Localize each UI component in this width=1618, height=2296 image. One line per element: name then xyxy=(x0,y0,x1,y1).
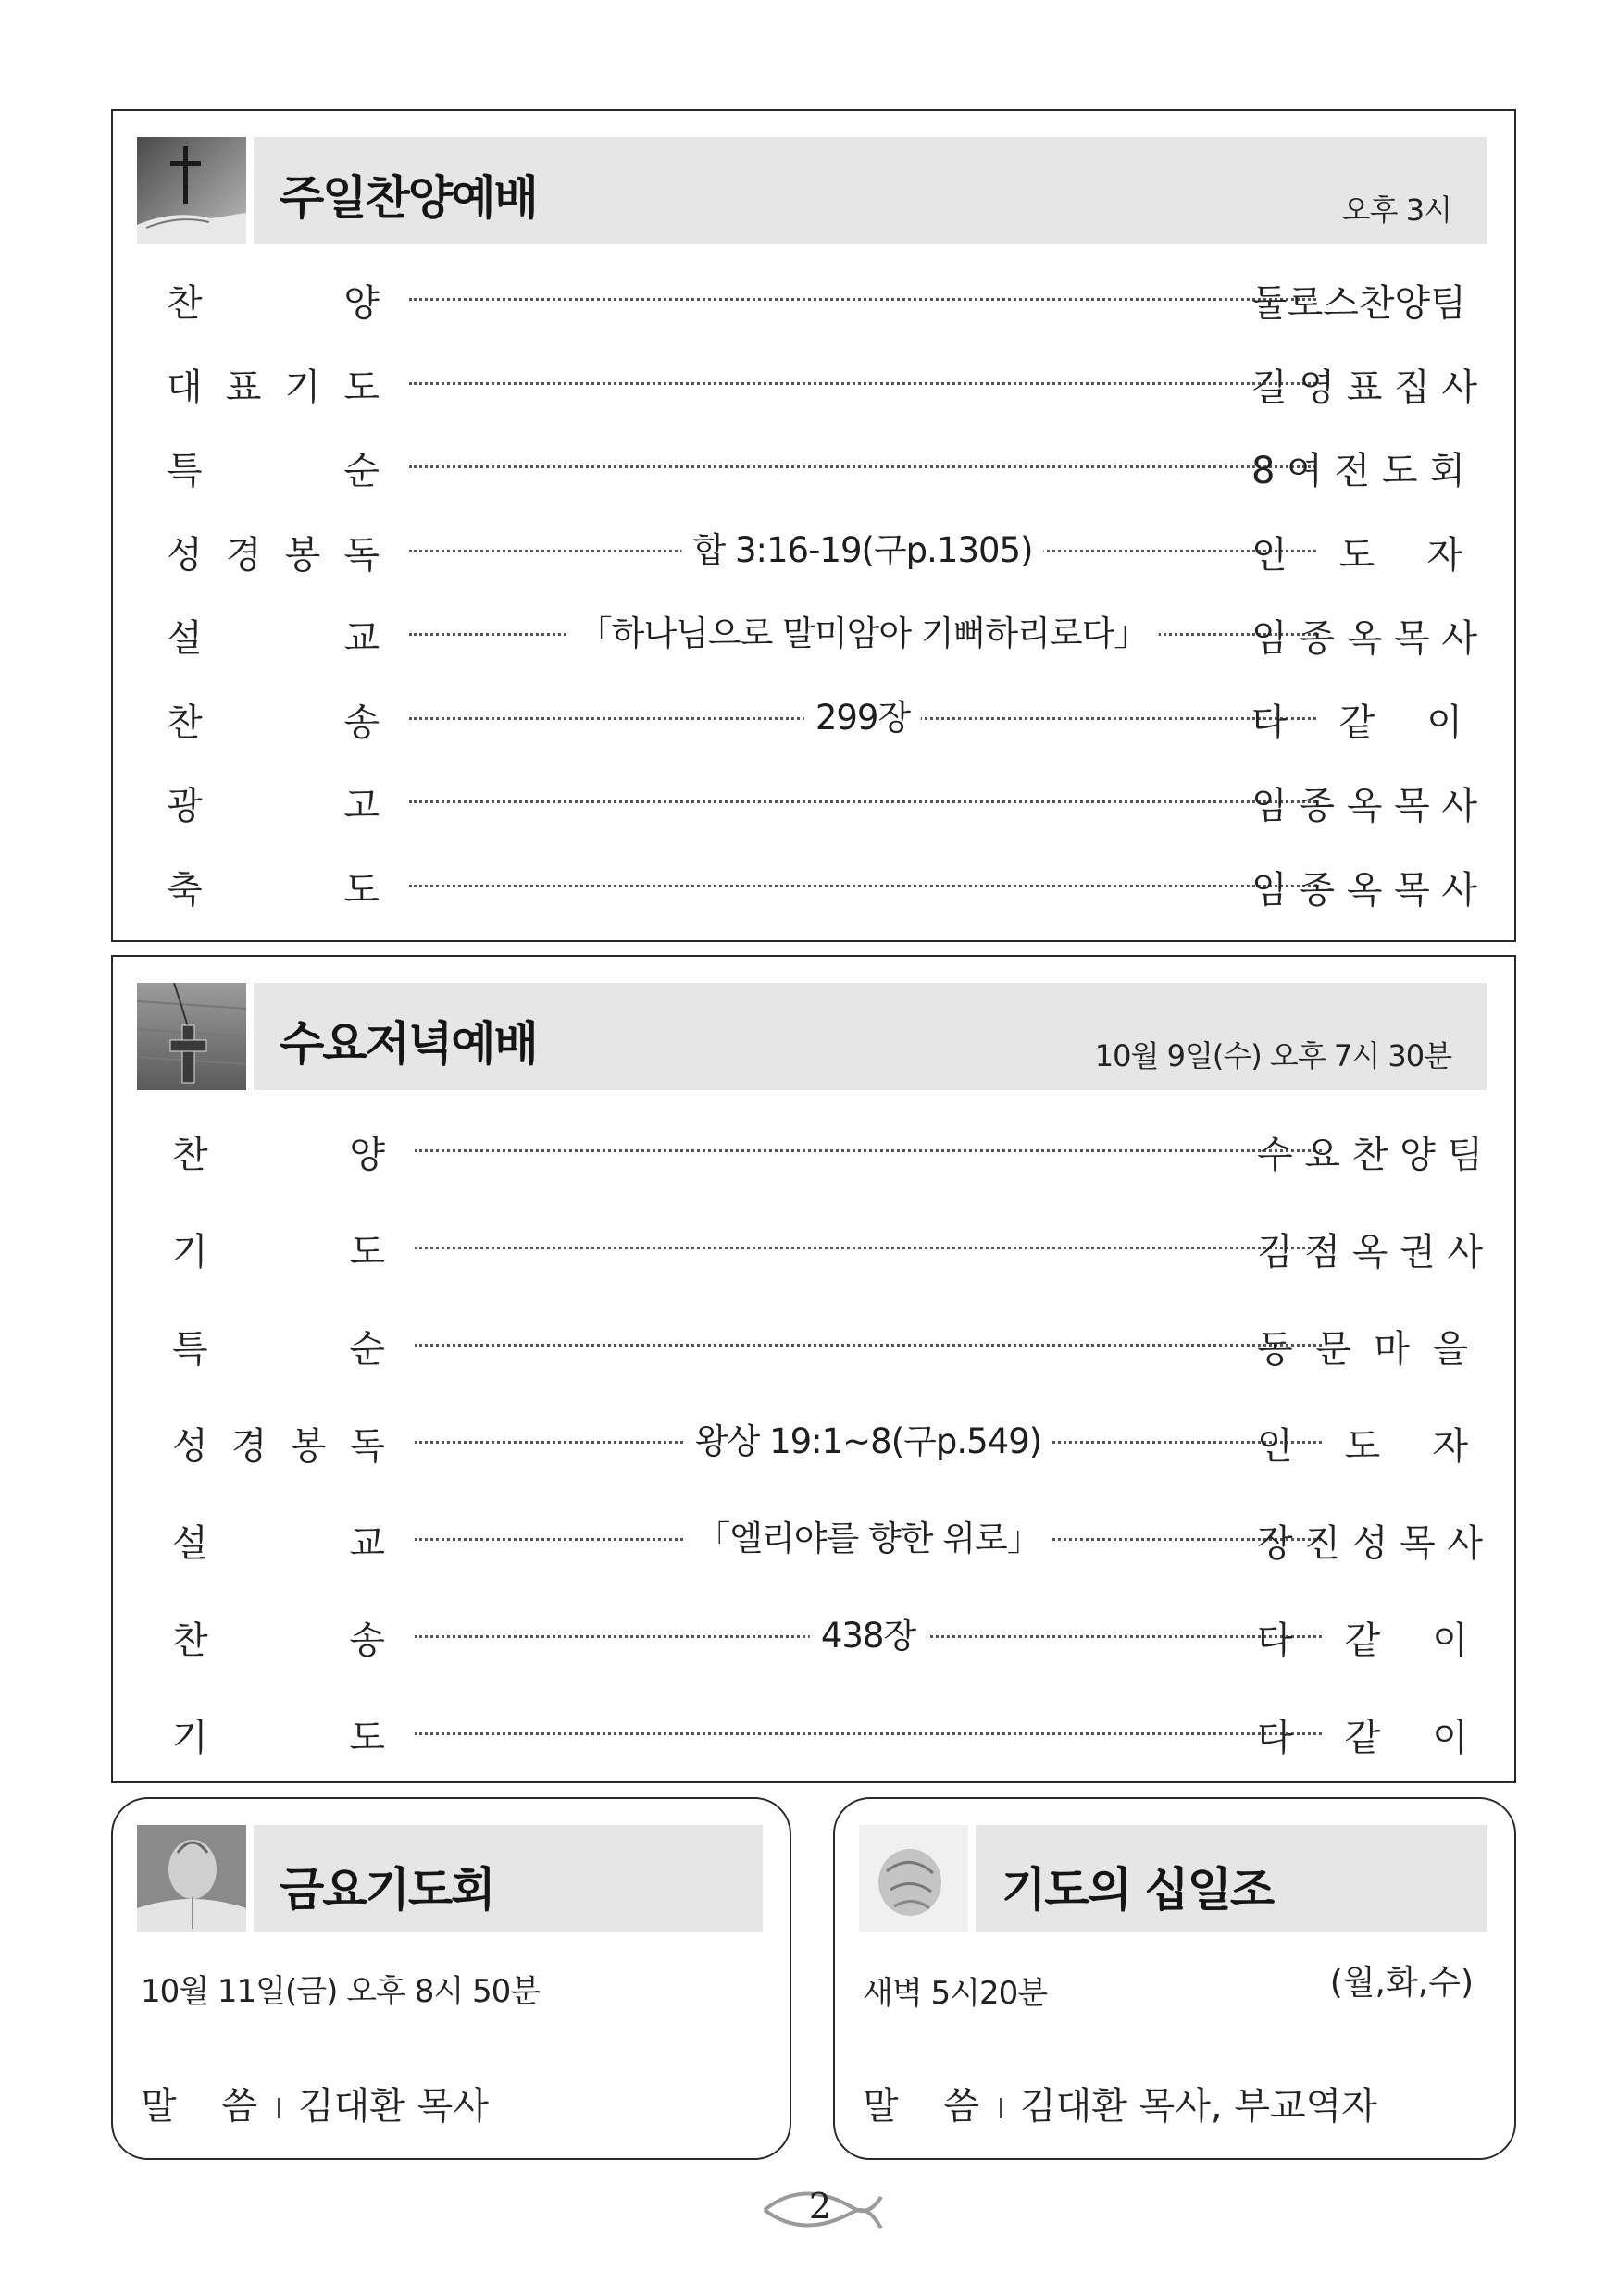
section-header xyxy=(254,137,1487,244)
section-header xyxy=(254,983,1487,1090)
prayer-tithe-section xyxy=(833,1797,1516,2160)
service-item-label: 찬 송 xyxy=(167,701,380,744)
meeting-date-time: 10월 11일(금) 오후 8시 50분 xyxy=(141,1973,541,2010)
service-item-leader: 인 도 자 xyxy=(1257,1425,1468,1468)
service-item-leader: 임 종 옥 목 사 xyxy=(1251,868,1478,912)
section-title: 기도의 십일조 xyxy=(1002,1863,1274,1917)
service-row xyxy=(113,268,1514,325)
service-item-leader: 수 요 찬 양 팀 xyxy=(1257,1134,1484,1176)
service-item-leader: 길 영 표 집 사 xyxy=(1251,366,1478,409)
service-item-label: 축 도 xyxy=(167,868,380,912)
service-row xyxy=(113,436,1514,492)
service-item-label: 설 교 xyxy=(167,617,380,660)
dotted-leader xyxy=(409,465,1316,468)
service-item-label: 기 도 xyxy=(172,1717,385,1759)
preacher-name: 김대환 목사, 부교역자 xyxy=(1020,2085,1377,2128)
service-item-label: 기 도 xyxy=(172,1231,385,1273)
service-item-detail: 438장 xyxy=(810,1607,927,1657)
preacher-line xyxy=(863,2077,1377,2129)
dotted-leader xyxy=(415,1344,1322,1347)
service-item-detail: 299장 xyxy=(804,689,921,739)
service-row xyxy=(113,1508,1514,1565)
service-row xyxy=(113,1606,1514,1662)
preacher-label: 말 씀 xyxy=(141,2085,274,2128)
preacher-label: 말 씀 xyxy=(863,2085,996,2128)
service-item-label: 특 순 xyxy=(172,1328,385,1371)
section-title: 주일찬양예배 xyxy=(280,171,537,225)
service-item-label: 찬 양 xyxy=(172,1134,385,1176)
service-item-leader: 8 여 전 도 회 xyxy=(1251,450,1465,492)
service-item-label: 찬 양 xyxy=(167,282,380,325)
service-item-detail: 왕상 19:1~8(구p.549) xyxy=(684,1413,1052,1463)
service-time: 오후 3시 xyxy=(1341,192,1451,228)
dotted-leader xyxy=(409,885,1316,887)
cross-bible-photo-icon xyxy=(137,137,246,244)
page-number: 2 xyxy=(808,2186,832,2227)
folded-hands-photo-icon xyxy=(859,1825,968,1932)
service-item-leader: 다 같 이 xyxy=(1257,1620,1468,1662)
service-item-detail: 「엘리야를 향한 위로」 xyxy=(685,1510,1051,1560)
preacher-name: 김대환 목사 xyxy=(298,2085,489,2128)
service-item-label: 대 표 기 도 xyxy=(167,366,380,409)
praying-hands-photo-icon xyxy=(137,1825,246,1932)
dotted-leader xyxy=(409,298,1316,301)
service-item-detail: 「하나님으로 말미암아 기뻐하리로다」 xyxy=(567,605,1159,655)
dotted-leader xyxy=(415,1247,1322,1249)
section-header xyxy=(976,1825,1487,1932)
service-item-label: 특 순 xyxy=(167,450,380,492)
service-item-label: 찬 송 xyxy=(172,1620,385,1662)
dotted-leader xyxy=(409,382,1316,385)
preacher-line xyxy=(141,2077,489,2129)
service-item-leader: 다 같 이 xyxy=(1251,701,1462,744)
service-row xyxy=(113,520,1514,577)
service-item-leader: 다 같 이 xyxy=(1257,1717,1468,1759)
dotted-leader xyxy=(409,800,1316,803)
service-row xyxy=(113,855,1514,912)
friday-prayer-section xyxy=(111,1797,791,2160)
service-time: 10월 9일(수) 오후 7시 30분 xyxy=(1094,1038,1451,1074)
service-item-detail: 합 3:16-19(구p.1305) xyxy=(681,522,1043,572)
dotted-leader xyxy=(415,1732,1322,1735)
service-item-leader: 임 종 옥 목 사 xyxy=(1251,617,1478,660)
service-row xyxy=(113,688,1514,744)
service-row xyxy=(113,771,1514,827)
service-item-label: 성 경 봉 독 xyxy=(172,1425,385,1468)
service-item-label: 설 교 xyxy=(172,1522,385,1565)
service-item-label: 광 고 xyxy=(167,785,380,827)
service-item-leader: 김 점 옥 권 사 xyxy=(1257,1231,1484,1273)
divider xyxy=(278,2098,280,2118)
divider xyxy=(1000,2098,1002,2118)
section-header xyxy=(254,1825,763,1932)
sunday-worship-section xyxy=(111,109,1516,942)
service-row xyxy=(113,1314,1514,1371)
service-item-leader: 장 진 성 목 사 xyxy=(1257,1522,1484,1565)
dotted-leader xyxy=(415,1149,1322,1152)
service-item-leader: 인 도 자 xyxy=(1251,533,1462,577)
service-row xyxy=(113,603,1514,660)
service-item-leader: 임 종 옥 목 사 xyxy=(1251,785,1478,827)
service-row xyxy=(113,1120,1514,1176)
service-item-label: 성 경 봉 독 xyxy=(167,533,380,577)
prayer-days: (월,화,수) xyxy=(1329,1964,1474,2002)
service-row xyxy=(113,1217,1514,1273)
service-row xyxy=(113,353,1514,409)
section-title: 금요기도회 xyxy=(280,1863,494,1917)
service-row xyxy=(113,1703,1514,1759)
cross-necklace-photo-icon xyxy=(137,983,246,1090)
service-item-leader: 둘로스찬양팀 xyxy=(1251,282,1466,325)
service-row xyxy=(113,1411,1514,1468)
section-title: 수요저녁예배 xyxy=(280,1017,537,1071)
prayer-time: 새벽 5시20분 xyxy=(863,1975,1048,2012)
service-item-leader: 동 문 마 을 xyxy=(1257,1328,1468,1371)
wednesday-worship-section xyxy=(111,955,1516,1783)
page-number-fish xyxy=(757,2177,887,2241)
